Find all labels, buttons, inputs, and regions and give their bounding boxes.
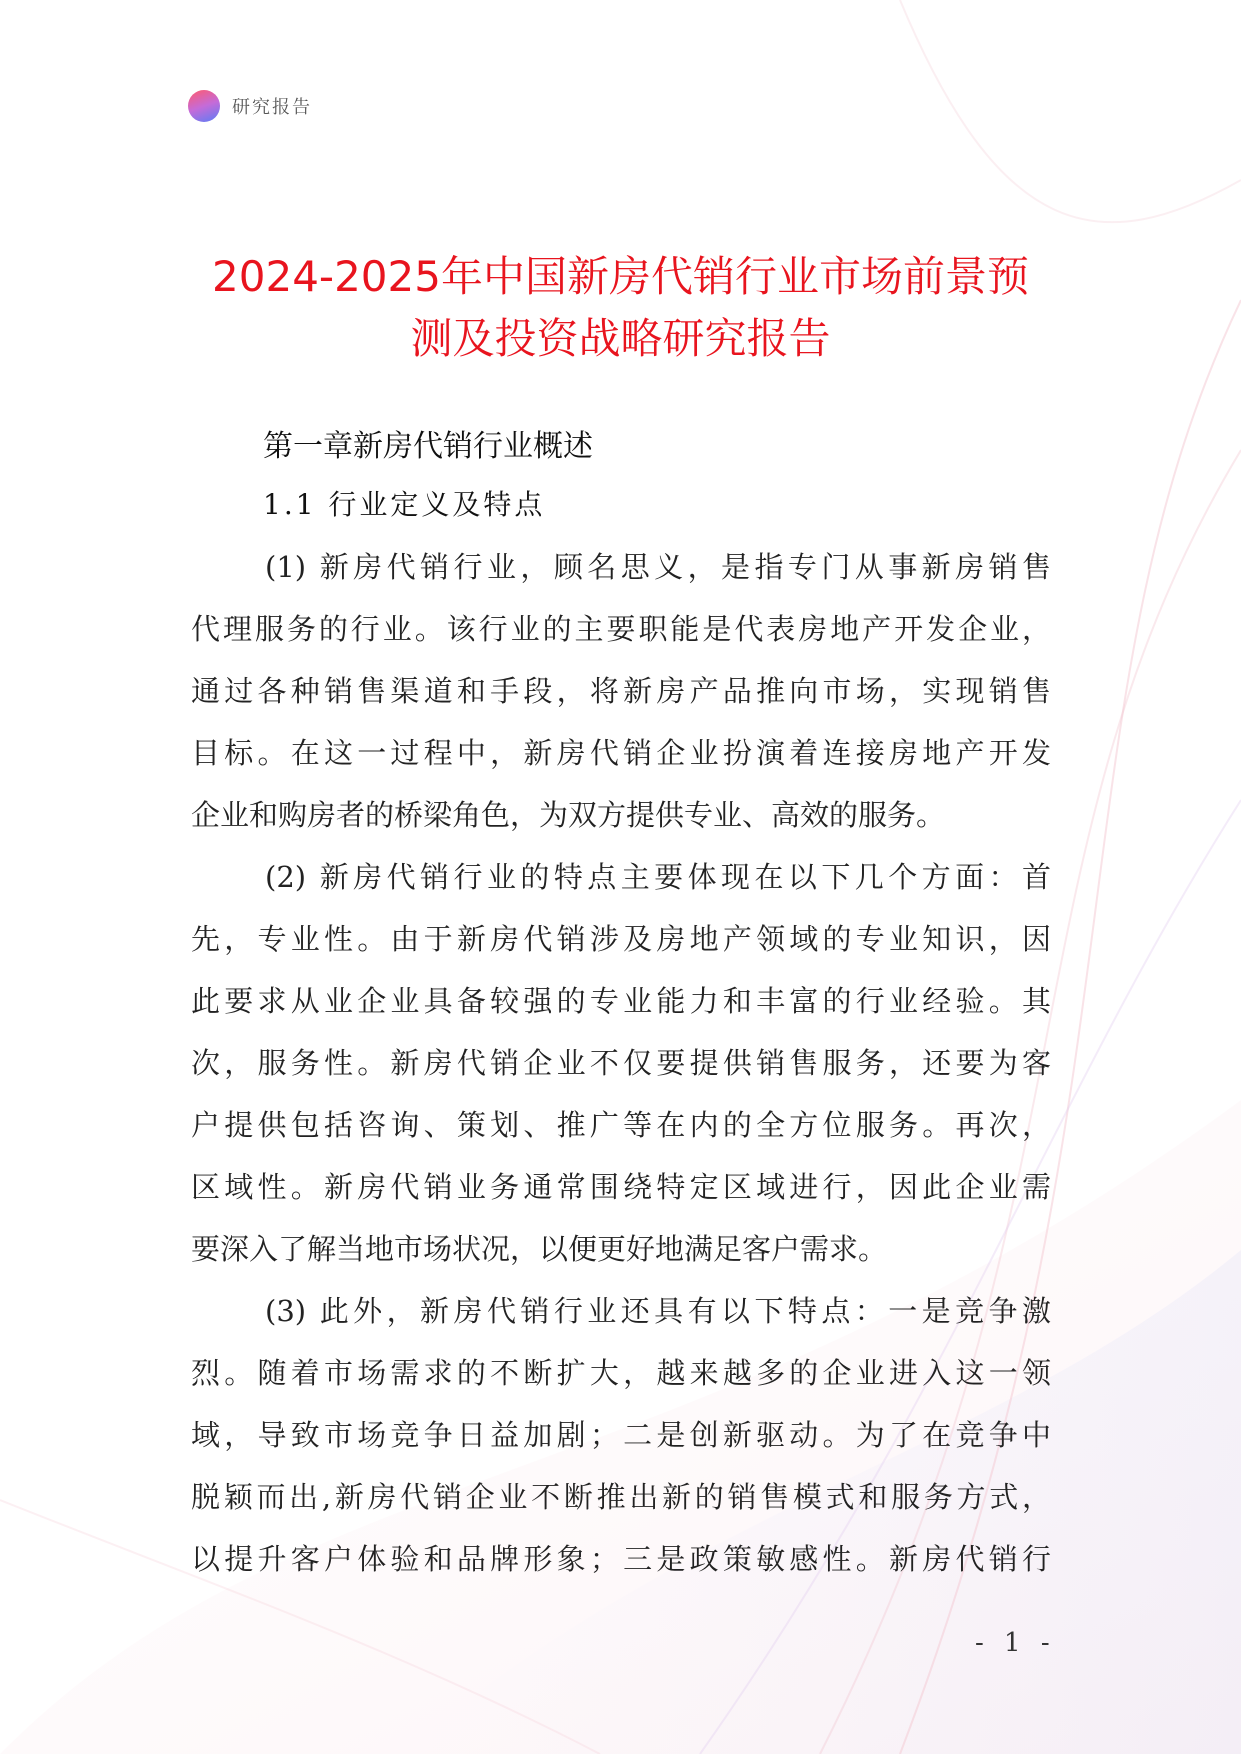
- report-title-line-2: 测及投资战略研究报告: [410, 314, 831, 364]
- paragraph-line: 代理服务的行业。该行业的主要职能是代表房地产开发企业，: [191, 612, 1051, 646]
- chapter-heading: 第一章新房代销行业概述: [263, 429, 593, 464]
- paragraph-line: 户提供包括咨询、策划、推广等在内的全方位服务。再次，: [191, 1108, 1051, 1142]
- paragraph-line: 先，专业性。由于新房代销涉及房地产领域的专业知识，因: [191, 922, 1051, 956]
- paragraph-line: 要深入了解当地市场状况，以便更好地满足客户需求。: [191, 1232, 888, 1266]
- paragraph-line: (3) 此外，新房代销行业还具有以下特点：一是竞争激: [265, 1294, 1051, 1328]
- paragraph-line: (1) 新房代销行业，顾名思义，是指专门从事新房销售: [265, 550, 1051, 584]
- paragraph-line: 企业和购房者的桥梁角色，为双方提供专业、高效的服务。: [191, 798, 946, 832]
- paragraph-line: 次，服务性。新房代销企业不仅要提供销售服务，还要为客: [191, 1046, 1051, 1080]
- paragraph-line: 区域性。新房代销业务通常围绕特定区域进行，因此企业需: [191, 1170, 1051, 1204]
- section-heading: 1.1 行业定义及特点: [263, 488, 546, 521]
- paragraph-line: 域，导致市场竞争日益加剧；二是创新驱动。为了在竞争中: [191, 1418, 1051, 1452]
- paragraph-line: 烈。随着市场需求的不断扩大，越来越多的企业进入这一领: [191, 1356, 1051, 1390]
- paragraph-line: 此要求从业企业具备较强的专业能力和丰富的行业经验。其: [191, 984, 1051, 1018]
- page-number: - 1 -: [975, 1628, 1056, 1658]
- report-title: [150, 246, 1091, 370]
- paragraph-3: [191, 1280, 1051, 1590]
- paragraph-line: 脱颖而出,新房代销企业不断推出新的销售模式和服务方式，: [191, 1480, 1051, 1514]
- paragraph-line: 通过各种销售渠道和手段，将新房产品推向市场，实现销售: [191, 674, 1051, 708]
- paragraph-line: 目标。在这一过程中，新房代销企业扮演着连接房地产开发: [191, 736, 1051, 770]
- paragraph-line: 以提升客户体验和品牌形象；三是政策敏感性。新房代销行: [191, 1542, 1051, 1576]
- page-header: [188, 89, 312, 123]
- paragraph-1: [191, 536, 1051, 846]
- paragraph-2: [191, 846, 1051, 1280]
- logo-icon: [188, 90, 220, 122]
- header-label: 研究报告: [232, 97, 312, 118]
- paragraph-line: (2) 新房代销行业的特点主要体现在以下几个方面：首: [265, 860, 1051, 894]
- report-title-line-1: 2024-2025年中国新房代销行业市场前景预: [212, 252, 1029, 302]
